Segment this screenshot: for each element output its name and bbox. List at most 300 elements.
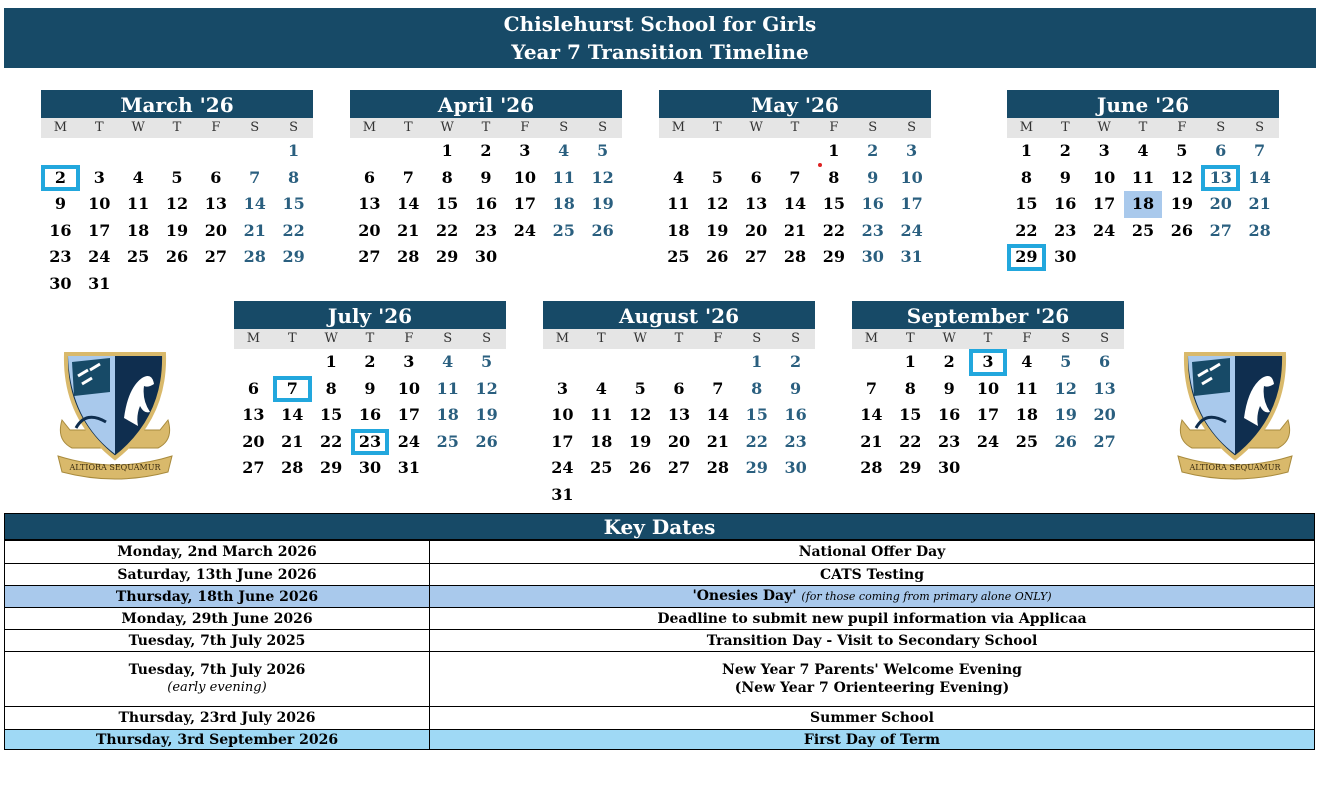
calendar-day: 26	[475, 431, 498, 451]
table-row	[5, 630, 1315, 652]
calendar-day: 11	[436, 378, 459, 398]
calendar-day: 23	[49, 247, 72, 267]
weekday-label: S	[1100, 331, 1110, 346]
calendar-day: 19	[475, 405, 498, 425]
calendar-day: 15	[899, 405, 922, 425]
calendar-day: 21	[1248, 194, 1271, 214]
calendar-day: 3	[403, 352, 415, 371]
calendar-day: 2	[364, 352, 376, 371]
calendar-day: 17	[976, 405, 1000, 425]
calendar-day: 8	[751, 378, 763, 398]
weekday-label: S	[791, 331, 801, 346]
calendar-day: 5	[711, 167, 723, 187]
calendar-day: 1	[441, 141, 453, 160]
calendar-day: 14	[281, 405, 304, 425]
calendar-day: 6	[247, 378, 259, 398]
day-grid	[234, 349, 506, 482]
calendar-day: 27	[1093, 431, 1116, 451]
weekday-label: S	[752, 331, 762, 346]
calendar-day: 7	[273, 376, 312, 403]
calendar-day: 19	[165, 220, 189, 240]
key-event: Deadline to submit new pupil information via Applicaa	[430, 608, 1315, 630]
calendar-day: 26	[1054, 431, 1077, 451]
empty-day	[659, 138, 698, 165]
calendar-day: 26	[591, 220, 614, 240]
calendar-day: 29	[745, 458, 768, 478]
calendar-day: 25	[127, 247, 150, 267]
weekday-label: T	[983, 331, 993, 346]
empty-day	[119, 138, 158, 165]
calendar-day: 27	[667, 458, 691, 478]
calendar-day: 19	[1054, 405, 1077, 425]
weekday-label: T	[365, 331, 375, 346]
calendar-day: 20	[204, 220, 227, 240]
calendar-day: 2	[1059, 141, 1071, 160]
calendar-day: 31	[900, 247, 923, 267]
month-title: May '26	[659, 90, 931, 118]
calendar-day: 1	[325, 352, 337, 371]
calendar-day: 16	[358, 405, 382, 425]
table-row	[5, 730, 1315, 750]
calendar-day: 16	[938, 405, 961, 425]
key-date-note: (early evening)	[167, 680, 267, 695]
calendar-day: 9	[480, 167, 492, 187]
calendar-day: 29	[436, 247, 459, 267]
calendar-day: 8	[828, 167, 840, 187]
calendar-day: 21	[397, 220, 420, 240]
calendar-day: 15	[320, 405, 343, 425]
calendar-day: 22	[745, 431, 768, 451]
weekday-label: W	[324, 331, 338, 346]
calendar-day: 28	[783, 247, 807, 267]
empty-day	[158, 138, 197, 165]
school-crest-icon	[52, 348, 178, 482]
calendar-day: 25	[1015, 431, 1038, 451]
calendar-day: 2	[867, 141, 879, 160]
calendar-day: 15	[282, 194, 305, 214]
calendar-day: 22	[1015, 220, 1038, 240]
key-date: Monday, 2nd March 2026	[5, 541, 430, 564]
calendar-day: 7	[1254, 141, 1266, 160]
calendar-march	[41, 90, 313, 298]
empty-day	[737, 138, 776, 165]
weekday-label: S	[289, 120, 299, 135]
month-title: July '26	[234, 301, 506, 329]
calendar-september	[852, 301, 1124, 482]
table-row	[5, 608, 1315, 630]
timeline-subtitle: Year 7 Transition Timeline	[511, 40, 809, 64]
calendar-day: 4	[595, 378, 607, 398]
calendar-day: 28	[860, 458, 883, 478]
weekday-label: F	[713, 331, 723, 346]
calendar-day: 12	[1054, 378, 1077, 398]
calendar-day: 24	[1093, 220, 1116, 240]
calendar-day: 16	[474, 194, 498, 214]
key-event-line2: (New Year 7 Orienteering Evening)	[734, 680, 1010, 696]
calendar-day: 30	[358, 458, 382, 478]
calendar-day: 19	[706, 220, 729, 240]
calendar-day: 5	[1060, 352, 1072, 371]
calendar-day: 12	[706, 194, 729, 214]
empty-day	[235, 138, 274, 165]
calendar-day: 22	[282, 220, 305, 240]
weekday-label: W	[633, 331, 647, 346]
calendar-day: 24	[900, 220, 923, 240]
weekday-label: F	[1022, 331, 1032, 346]
calendar-day: 6	[363, 167, 375, 187]
calendar-day: 5	[597, 141, 609, 160]
calendar-day: 27	[745, 247, 768, 267]
calendar-day: 2	[943, 352, 955, 371]
day-grid	[852, 349, 1124, 482]
calendar-day: 25	[436, 431, 459, 451]
calendar-june	[1007, 90, 1279, 271]
calendar-day: 24	[513, 220, 536, 240]
calendar-day: 9	[54, 194, 66, 214]
calendar-day: 12	[629, 405, 652, 425]
calendar-day: 29	[1007, 244, 1046, 271]
day-grid	[543, 349, 815, 509]
calendar-day: 18	[590, 431, 613, 451]
calendar-august	[543, 301, 815, 509]
weekday-label: M	[362, 120, 377, 135]
calendar-day: 7	[402, 167, 414, 187]
calendar-day: 22	[436, 220, 459, 240]
calendar-day: 18	[552, 194, 575, 214]
table-row	[5, 652, 1315, 707]
weekday-label: T	[596, 331, 606, 346]
calendar-day: 15	[1015, 194, 1038, 214]
crest-motto: ALTIORA SEQUAMUR	[69, 463, 161, 472]
calendar-day: 7	[789, 167, 801, 187]
calendar-day: 24	[551, 458, 574, 478]
calendar-day: 26	[165, 247, 189, 267]
weekday-header	[234, 329, 506, 349]
title-banner	[4, 8, 1316, 68]
calendar-day: 21	[281, 431, 304, 451]
calendar-day: 18	[1015, 405, 1038, 425]
key-event: New Year 7 Parents' Welcome Evening	[722, 662, 1022, 678]
calendar-day: 18	[436, 405, 459, 425]
empty-day	[350, 138, 389, 165]
weekday-label: M	[1019, 120, 1034, 135]
key-dates-title: Key Dates	[4, 513, 1315, 540]
calendar-day: 22	[320, 431, 343, 451]
calendar-day: 10	[513, 167, 536, 187]
weekday-label: T	[287, 331, 297, 346]
calendar-day: 9	[867, 167, 879, 187]
calendar-day: 14	[706, 405, 729, 425]
weekday-label: S	[598, 120, 608, 135]
calendar-day: 27	[1209, 220, 1232, 240]
weekday-label: M	[555, 331, 570, 346]
calendar-day: 25	[552, 220, 575, 240]
key-event-cell	[430, 586, 1315, 608]
key-event-cell	[430, 652, 1315, 707]
empty-day	[234, 349, 273, 376]
calendar-day: 10	[88, 194, 111, 214]
weekday-label: F	[520, 120, 530, 135]
calendar-day: 1	[828, 141, 840, 160]
calendar-day: 9	[943, 378, 955, 398]
weekday-label: T	[172, 120, 182, 135]
calendar-day: 24	[88, 247, 111, 267]
month-title: April '26	[350, 90, 622, 118]
calendar-day: 4	[1021, 352, 1033, 371]
calendar-day: 15	[822, 194, 845, 214]
calendar-day: 10	[900, 167, 923, 187]
calendar-day: 13	[667, 405, 691, 425]
calendar-day: 23	[474, 220, 498, 240]
calendar-day: 4	[442, 352, 454, 371]
key-date-cell	[5, 652, 430, 707]
table-row	[5, 707, 1315, 730]
calendar-day: 14	[243, 194, 266, 214]
calendar-day: 2	[790, 352, 802, 371]
calendar-day: 21	[783, 220, 807, 240]
key-date: Thursday, 18th June 2026	[5, 586, 430, 608]
calendar-day: 6	[750, 167, 762, 187]
weekday-label: T	[674, 331, 684, 346]
weekday-label: S	[1216, 120, 1226, 135]
key-event: Summer School	[430, 707, 1315, 730]
calendar-day: 21	[706, 431, 729, 451]
calendar-day: 14	[397, 194, 420, 214]
weekday-label: T	[1060, 120, 1070, 135]
empty-day	[852, 349, 891, 376]
calendar-day: 17	[900, 194, 923, 214]
calendar-day: 20	[1209, 194, 1232, 214]
calendar-day: 17	[1093, 194, 1116, 214]
calendar-day: 6	[1099, 352, 1111, 371]
calendar-day: 28	[706, 458, 729, 478]
weekday-label: T	[94, 120, 104, 135]
calendar-day: 12	[591, 167, 614, 187]
calendar-day: 28	[243, 247, 266, 267]
weekday-header	[659, 118, 931, 138]
weekday-label: T	[790, 120, 800, 135]
weekday-label: W	[131, 120, 145, 135]
calendar-day: 23	[351, 429, 390, 456]
weekday-header	[543, 329, 815, 349]
calendar-day: 11	[590, 405, 613, 425]
calendar-day: 24	[397, 431, 420, 451]
weekday-header	[350, 118, 622, 138]
key-date: Thursday, 23rd July 2026	[5, 707, 430, 730]
empty-day	[80, 138, 119, 165]
calendar-day: 15	[745, 405, 768, 425]
calendar-day: 22	[899, 431, 922, 451]
weekday-label: T	[403, 120, 413, 135]
empty-day	[582, 349, 621, 376]
calendar-day: 15	[436, 194, 459, 214]
weekday-header	[41, 118, 313, 138]
calendar-day: 18	[127, 220, 150, 240]
calendar-day: 20	[242, 431, 265, 451]
weekday-label: M	[246, 331, 261, 346]
calendar-day: 17	[397, 405, 420, 425]
calendar-day: 25	[1131, 220, 1155, 240]
empty-day	[698, 349, 737, 376]
calendar-day: 1	[1020, 141, 1032, 160]
calendar-day: 5	[481, 352, 493, 371]
weekday-label: F	[404, 331, 414, 346]
calendar-july	[234, 301, 506, 482]
key-dates-table	[4, 540, 1315, 750]
calendar-day: 1	[904, 352, 916, 371]
red-dot-mark	[818, 163, 822, 167]
calendar-day: 6	[673, 378, 685, 398]
calendar-day: 6	[1215, 141, 1227, 160]
calendar-day: 23	[784, 431, 807, 451]
key-event: CATS Testing	[430, 564, 1315, 586]
calendar-day: 16	[1054, 194, 1077, 214]
calendar-day: 11	[552, 167, 575, 187]
calendar-day: 30	[861, 247, 884, 267]
calendar-day: 8	[288, 167, 300, 187]
calendar-day: 9	[1059, 167, 1071, 187]
calendar-day: 14	[783, 194, 807, 214]
calendar-day: 16	[49, 220, 72, 240]
empty-day	[698, 138, 737, 165]
calendar-day: 8	[325, 378, 337, 398]
calendar-day: 12	[165, 194, 189, 214]
calendar-day: 8	[441, 167, 453, 187]
day-grid	[659, 138, 931, 271]
calendar-day: 10	[976, 378, 1000, 398]
empty-day	[41, 138, 80, 165]
calendar-day: 3	[969, 349, 1008, 376]
calendar-day: 13	[1093, 378, 1116, 398]
calendar-day: 3	[519, 141, 531, 160]
calendar-day: 2	[41, 165, 80, 192]
weekday-label: S	[250, 120, 260, 135]
empty-day	[389, 138, 428, 165]
key-date: Tuesday, 7th July 2025	[5, 630, 430, 652]
calendar-day: 28	[281, 458, 304, 478]
key-event: National Offer Day	[430, 541, 1315, 564]
weekday-label: T	[1138, 120, 1148, 135]
key-event-note: (for those coming from primary alone ONLY)	[801, 590, 1052, 603]
calendar-day: 11	[667, 194, 690, 214]
empty-day	[196, 138, 235, 165]
day-grid	[1007, 138, 1279, 271]
weekday-label: W	[942, 331, 956, 346]
calendar-day: 9	[364, 378, 376, 398]
weekday-label: S	[443, 331, 453, 346]
weekday-header	[852, 329, 1124, 349]
calendar-day: 19	[591, 194, 614, 214]
month-title: August '26	[543, 301, 815, 329]
calendar-day: 8	[1020, 167, 1032, 187]
key-date: Monday, 29th June 2026	[5, 608, 430, 630]
calendar-day: 9	[790, 378, 802, 398]
calendar-day: 1	[288, 141, 300, 160]
calendar-day: 23	[938, 431, 961, 451]
calendar-day: 31	[88, 273, 111, 293]
empty-day	[543, 349, 582, 376]
calendar-day: 14	[860, 405, 883, 425]
calendar-day: 12	[1170, 167, 1193, 187]
key-event: Transition Day - Visit to Secondary School	[430, 630, 1315, 652]
calendar-day: 6	[210, 167, 222, 187]
calendar-day: 16	[784, 405, 807, 425]
calendar-day: 20	[358, 220, 381, 240]
calendar-day: 11	[127, 194, 150, 214]
weekday-label: W	[749, 120, 763, 135]
weekday-label: F	[829, 120, 839, 135]
weekday-label: S	[559, 120, 569, 135]
calendar-day: 21	[860, 431, 883, 451]
key-date: Saturday, 13th June 2026	[5, 564, 430, 586]
weekday-label: S	[907, 120, 917, 135]
calendar-day: 8	[904, 378, 916, 398]
calendar-day: 3	[1098, 141, 1110, 160]
calendar-day: 10	[1093, 167, 1116, 187]
empty-day	[273, 349, 312, 376]
calendar-day: 17	[551, 431, 574, 451]
calendar-day: 28	[397, 247, 420, 267]
weekday-label: S	[1255, 120, 1265, 135]
calendar-day: 3	[556, 378, 568, 398]
table-row	[5, 541, 1315, 564]
weekday-label: S	[482, 331, 492, 346]
calendar-day: 19	[1170, 194, 1193, 214]
weekday-label: S	[868, 120, 878, 135]
calendar-day: 10	[551, 405, 574, 425]
weekday-header	[1007, 118, 1279, 138]
calendar-day: 12	[475, 378, 498, 398]
calendar-day: 17	[88, 220, 111, 240]
calendar-day: 13	[242, 405, 265, 425]
calendar-day: 11	[1131, 167, 1155, 187]
weekday-label: M	[671, 120, 686, 135]
calendar-day: 5	[634, 378, 646, 398]
calendar-day: 30	[474, 247, 498, 267]
calendar-day: 21	[243, 220, 266, 240]
calendar-day: 1	[751, 352, 763, 371]
calendar-may	[659, 90, 931, 271]
calendar-day: 3	[93, 167, 105, 187]
calendar-day: 13	[1201, 165, 1240, 192]
weekday-label: M	[864, 331, 879, 346]
calendar-day: 27	[242, 458, 265, 478]
calendar-april	[350, 90, 622, 271]
day-grid	[350, 138, 622, 271]
calendar-day: 7	[249, 167, 261, 187]
school-name: Chislehurst School for Girls	[503, 12, 817, 36]
empty-day	[776, 138, 815, 165]
calendar-day: 18	[667, 220, 690, 240]
calendar-day: 11	[1015, 378, 1038, 398]
weekday-label: M	[53, 120, 68, 135]
weekday-label: T	[905, 331, 915, 346]
calendar-day: 26	[1170, 220, 1193, 240]
calendar-day: 5	[171, 167, 183, 187]
weekday-label: S	[1061, 331, 1071, 346]
key-date: Tuesday, 7th July 2026	[128, 662, 306, 678]
day-grid	[41, 138, 313, 298]
calendar-day: 29	[320, 458, 343, 478]
school-crest-icon	[1172, 348, 1298, 482]
calendar-day: 5	[1176, 141, 1188, 160]
calendar-day: 13	[745, 194, 768, 214]
calendar-day: 14	[1248, 167, 1271, 187]
key-event: 'Onesies Day'	[692, 588, 797, 604]
calendar-day: 19	[629, 431, 652, 451]
calendar-day: 16	[861, 194, 884, 214]
weekday-label: T	[712, 120, 722, 135]
